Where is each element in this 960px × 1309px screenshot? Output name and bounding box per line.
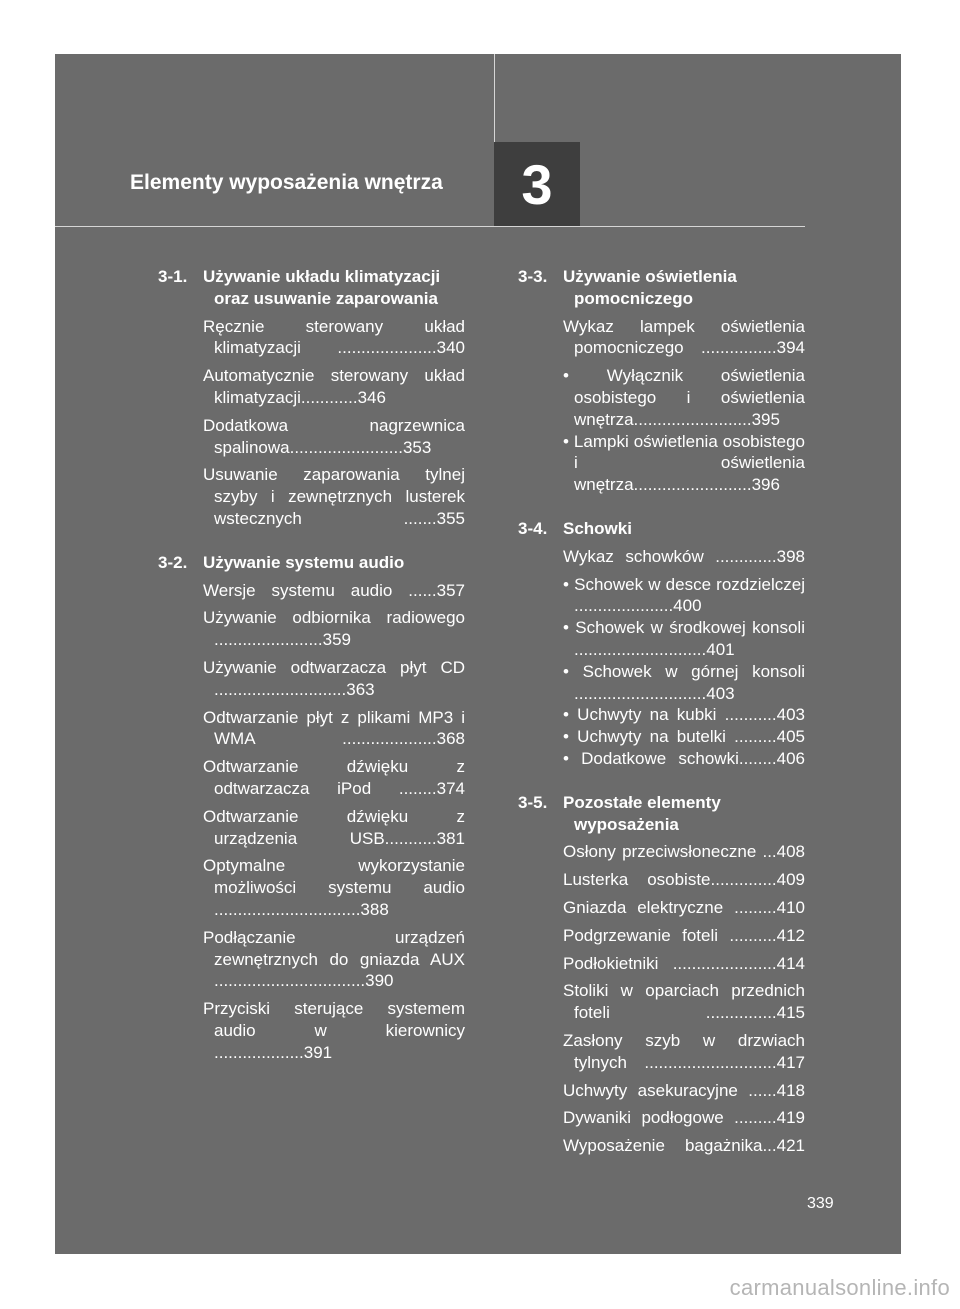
toc-entry[interactable]: Uchwyty asekuracyjne ......418 <box>563 1080 805 1100</box>
toc-section <box>500 792 805 1157</box>
toc-entry[interactable]: Ręcznie sterowany układ klimatyzacji .....................340 <box>203 316 465 358</box>
section-heading <box>500 792 805 836</box>
section-number: 3-2. <box>158 552 188 572</box>
section-title: Pozostałe elementy wyposażenia <box>563 792 721 834</box>
toc-left-column <box>140 266 465 1086</box>
chapter-number: 3 <box>521 152 553 216</box>
page-number: 339 <box>807 1195 834 1212</box>
toc-section <box>500 518 805 770</box>
toc-bullet-entry[interactable]: • Schowek w środkowej konsoli ............................401 <box>563 618 805 659</box>
watermark: carmanualsonline.info <box>729 1275 950 1300</box>
toc-entry[interactable]: Lusterka osobiste..............409 <box>563 870 805 890</box>
header-divider-horizontal <box>55 226 805 227</box>
toc-entry[interactable]: Stoliki w oparciach przednich foteli ...............415 <box>563 981 805 1023</box>
chapter-title: Elementy wyposażenia wnętrza <box>130 171 443 194</box>
toc-entry[interactable]: Wersje systemu audio ......357 <box>203 580 465 600</box>
toc-entry[interactable]: Przyciski sterujące systemem audio w kierownicy ...................391 <box>203 999 465 1062</box>
toc-entry[interactable]: Usuwanie zaparowania tylnej szyby i zewnętrznych lusterek wstecznych .......355 <box>203 465 465 528</box>
toc-right-column <box>500 266 805 1179</box>
chapter-number-box <box>494 142 580 226</box>
section-heading <box>500 518 805 540</box>
section-number: 3-5. <box>518 792 548 812</box>
toc-bullet-entry[interactable]: • Uchwyty na butelki .........405 <box>563 727 805 747</box>
toc-entry[interactable]: Wykaz lampek oświetlenia pomocniczego ................394 <box>563 316 805 358</box>
section-number: 3-4. <box>518 518 548 538</box>
toc-entry[interactable]: Automatycznie sterowany układ klimatyzacji............346 <box>203 366 465 407</box>
toc-section <box>500 266 805 496</box>
toc-bullet-entry[interactable]: • Schowek w desce rozdzielczej .....................400 <box>563 574 805 616</box>
section-heading <box>140 552 465 574</box>
toc-entry[interactable]: Podłokietniki ......................414 <box>563 953 805 973</box>
section-number: 3-3. <box>518 267 548 286</box>
toc-entry[interactable]: Zasłony szyb w drzwiach tylnych ............................417 <box>563 1030 805 1072</box>
toc-bullet-entry[interactable]: • Lampki oświetlenia osobistego i oświetlenia wnętrza.........................396 <box>563 431 805 495</box>
section-number: 3-1. <box>158 267 188 286</box>
toc-entry[interactable]: Używanie odbiornika radiowego .......................359 <box>203 608 465 650</box>
toc-entry[interactable]: Używanie odtwarzacza płyt CD ............................363 <box>203 657 465 699</box>
toc-entry[interactable]: Odtwarzanie dźwięku z odtwarzacza iPod ........374 <box>203 757 465 798</box>
toc-entry[interactable]: Dywaniki podłogowe .........419 <box>563 1108 805 1128</box>
section-title: Używanie oświetlenia pomocniczego <box>563 267 737 308</box>
toc-section <box>140 552 465 1064</box>
toc-entry[interactable]: Osłony przeciwsłoneczne ...408 <box>563 842 805 862</box>
header-divider-vertical <box>494 54 495 142</box>
toc-bullet-entry[interactable]: • Schowek w górnej konsoli ............................403 <box>563 661 805 703</box>
toc-entry[interactable]: Wykaz schowków .............398 <box>563 546 805 566</box>
toc-section <box>140 266 465 530</box>
toc-entry[interactable]: Optymalne wykorzystanie możliwości systemu audio ...............................388 <box>203 856 465 919</box>
toc-bullet-entry[interactable]: • Uchwyty na kubki ...........403 <box>563 705 805 725</box>
toc-entry[interactable]: Odtwarzanie płyt z plikami MP3 i WMA ....................368 <box>203 707 465 749</box>
toc-entry[interactable]: Podłączanie urządzeń zewnętrznych do gniazda AUX ................................390 <box>203 927 465 991</box>
section-heading <box>140 266 465 310</box>
toc-entry[interactable]: Podgrzewanie foteli ..........412 <box>563 925 805 945</box>
toc-entry[interactable]: Wyposażenie bagażnika...421 <box>563 1136 805 1156</box>
toc-entry[interactable]: Odtwarzanie dźwięku z urządzenia USB...........381 <box>203 806 465 848</box>
toc-bullet-entry[interactable]: • Dodatkowe schowki........406 <box>563 748 805 768</box>
toc-bullet-entry[interactable]: • Wyłącznik oświetlenia osobistego i oświetlenia wnętrza.........................395 <box>563 366 805 429</box>
section-title: Schowki <box>563 518 632 538</box>
toc-entry[interactable]: Dodatkowa nagrzewnica spalinowa........................353 <box>203 415 465 457</box>
section-title: Używanie układu klimatyzacji oraz usuwanie zaparowania <box>203 267 441 308</box>
section-title: Używanie systemu audio <box>203 552 405 572</box>
toc-entry[interactable]: Gniazda elektryczne .........410 <box>563 897 805 917</box>
section-heading <box>500 266 805 310</box>
